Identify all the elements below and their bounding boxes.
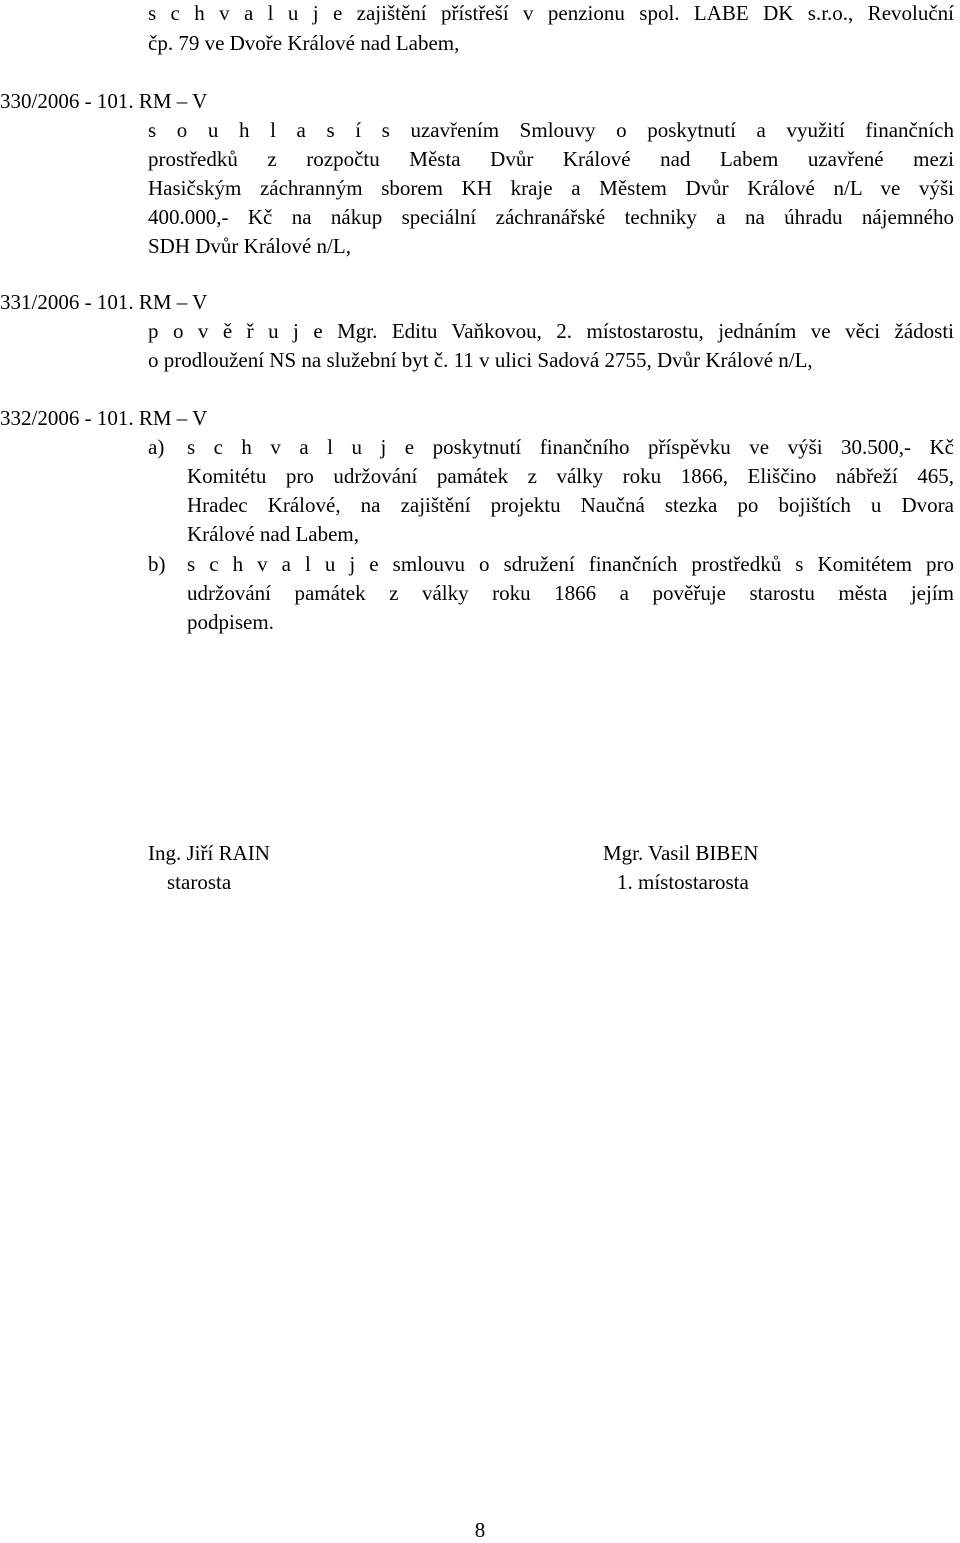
signature-left-name: Ing. Jiří RAIN <box>148 841 270 865</box>
page-number: 8 <box>474 1518 486 1542</box>
consent-verb: s o u h l a s í <box>148 118 362 142</box>
resolution-330-line-1: s o u h l a s í s uzavřením Smlouvy o poskytnutí a využití finančních <box>148 118 955 142</box>
signature-right-role: 1. místostarosta <box>617 870 749 894</box>
approve-verb: s c h v a l u j e <box>187 552 379 576</box>
resolution-330-line-5: SDH Dvůr Králové n/L, <box>148 234 351 258</box>
approve-verb: s c h v a l u j e <box>148 1 343 25</box>
resolution-331-line-1: p o v ě ř u j e Mgr. Editu Vaňkovou, 2. místostarostu, jednáním ve věci žádosti <box>148 319 954 343</box>
item-a-line-3: Hradec Králové, na zajištění projektu Naučná stezka po bojištích u Dvora <box>187 493 954 517</box>
resolution-330-line-4: 400.000,- Kč na nákup speciální záchranářské techniky a na úhradu nájemného <box>148 205 954 229</box>
resolution-330-header: 330/2006 - 101. RM – V <box>0 89 208 113</box>
item-a-marker: a) <box>148 435 165 459</box>
resolution-331-line-2: o prodloužení NS na služební byt č. 11 v ulici Sadová 2755, Dvůr Králové n/L, <box>148 348 813 372</box>
item-a-line-4: Králové nad Labem, <box>187 522 360 546</box>
approve-verb: s c h v a l u j e <box>187 435 415 459</box>
resolution-331-header: 331/2006 - 101. RM – V <box>0 290 208 314</box>
resolution-332-header: 332/2006 - 101. RM – V <box>0 406 208 430</box>
delegate-verb: p o v ě ř u j e <box>148 319 323 343</box>
resolution-330-line-2: prostředků z rozpočtu Města Dvůr Králové nad Labem uzavřené mezi <box>148 147 954 171</box>
signature-right-name: Mgr. Vasil BIBEN <box>603 841 759 865</box>
item-b-line-2: udržování památek z války roku 1866 a pověřuje starostu města jejím <box>187 581 954 605</box>
item-a-line-1: s c h v a l u j e poskytnutí finančního příspěvku ve výši 30.500,- Kč <box>187 435 955 459</box>
resolution-330-line-3: Hasičským záchranným sborem KH kraje a Městem Dvůr Králové n/L ve výši <box>148 176 954 200</box>
top-line-1: s c h v a l u j e zajištění přístřeší v penzionu spol. LABE DK s.r.o., Revoluční <box>148 1 954 25</box>
item-b-line-1: s c h v a l u j e smlouvu o sdružení finančních prostředků s Komitétem pro <box>187 552 954 576</box>
signature-left-role: starosta <box>167 870 232 894</box>
item-a-line-2: Komitétu pro udržování památek z války roku 1866, Eliščino nábřeží 465, <box>187 464 954 488</box>
top-line-2: čp. 79 ve Dvoře Králové nad Labem, <box>148 31 460 55</box>
item-b-line-3: podpisem. <box>187 610 274 634</box>
item-b-marker: b) <box>148 552 166 576</box>
